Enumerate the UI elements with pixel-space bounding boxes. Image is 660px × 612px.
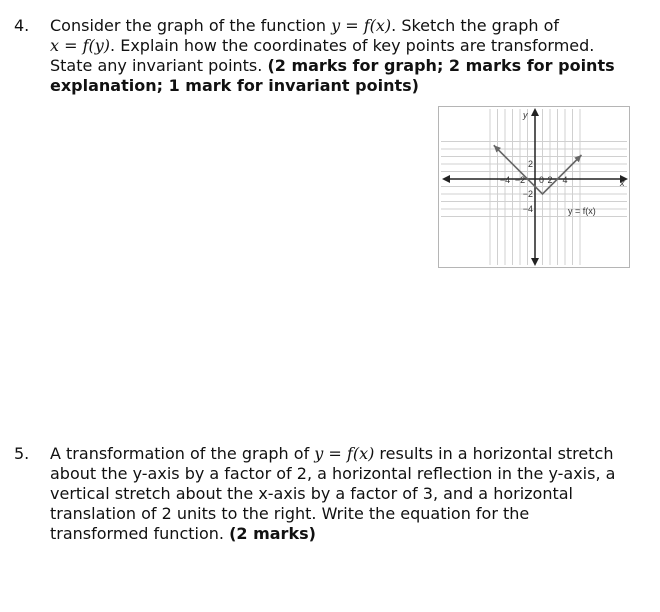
q5-line5: transformed function. — [50, 524, 230, 543]
x-tick-label: −4 — [499, 175, 511, 185]
y-tick-label: −2 — [522, 189, 533, 199]
y-tick-label: −4 — [522, 204, 533, 214]
question-4-number: 4. — [14, 16, 30, 35]
q4-marks-part1: (2 marks for graph; 2 marks for points — [267, 56, 615, 75]
function-label: y = f(x) — [568, 206, 596, 216]
q5-line1-pre: A transformation of the graph of — [50, 444, 315, 463]
x-tick-label: 0 — [539, 175, 545, 185]
q4-marks-part2: explanation; 1 mark for invariant points) — [50, 76, 419, 95]
q4-equation-2: x = f(y) — [50, 36, 111, 55]
x-tick-label: −2 — [514, 175, 526, 185]
q5-marks: (2 marks) — [229, 524, 316, 543]
question-4-text — [50, 16, 644, 96]
q4-line1-post: . Sketch the graph of — [391, 16, 560, 35]
question-5-text — [50, 444, 644, 544]
question-5-number: 5. — [14, 444, 30, 463]
x-tick-label: 4 — [562, 175, 568, 185]
x-axis-label: x — [620, 178, 625, 188]
q5-line3: vertical stretch about the x-axis by a factor of 3, and a horizontal — [50, 484, 573, 503]
q4-line2-post: . Explain how the coordinates of key points are transformed. — [110, 36, 595, 55]
q5-equation: y = f(x) — [314, 444, 375, 463]
q4-equation-1: y = f(x) — [331, 16, 392, 35]
q5-line4: translation of 2 units to the right. Write the equation for the — [50, 504, 530, 523]
x-tick-label: 2 — [547, 175, 553, 185]
y-tick-label: 2 — [527, 159, 533, 169]
q5-line2: about the y-axis by a factor of 2, a horizontal reflection in the y-axis, a — [50, 464, 616, 483]
y-axis-label: y — [523, 110, 528, 120]
function-graph — [438, 106, 630, 268]
q5-line1-post: results in a horizontal stretch — [374, 444, 614, 463]
q4-line1-pre: Consider the graph of the function — [50, 16, 332, 35]
q4-line3: State any invariant points. — [50, 56, 268, 75]
